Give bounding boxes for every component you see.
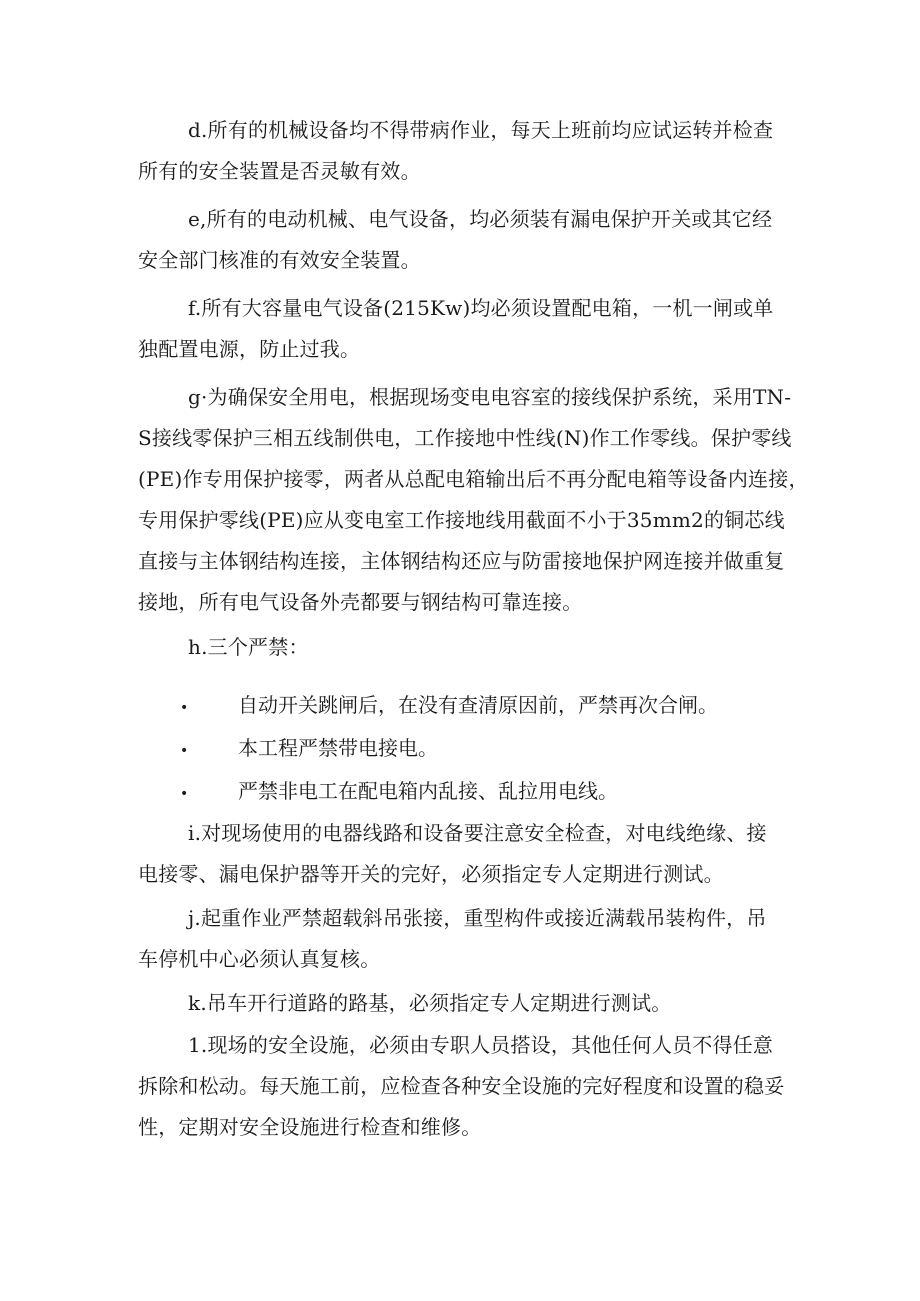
bullet-icon: •: [180, 700, 189, 716]
paragraph-j: [138, 898, 788, 980]
paragraph-line: e,所有的电动机械、电气设备，均必须装有漏电保护开关或其它经: [188, 207, 773, 231]
bullet-text: 严禁非电工在配电箱内乱接、乱拉用电线。: [238, 779, 618, 803]
paragraph-line: (PE)作专用保护接零，两者从总配电箱输出后不再分配电箱等设备内连接，: [138, 467, 809, 491]
paragraph-line: 车停机中心必须认真复核。: [138, 947, 381, 971]
bullet-list-item: [180, 685, 718, 726]
paragraph-f: [138, 288, 788, 370]
paragraph-line: d.所有的机械设备均不得带病作业，每天上班前均应试运转并检查: [188, 118, 774, 142]
paragraph-line: j.起重作业严禁超载斜吊张接，重型构件或接近满载吊装构件，吊: [188, 906, 767, 930]
paragraph-line: S接线零保护三相五线制供电，工作接地中性线(N)作工作零线。保护零线: [138, 426, 792, 450]
paragraph-line: 独配置电源，防止过我。: [138, 337, 361, 361]
paragraph-line: 安全部门核准的有效安全装置。: [138, 248, 421, 272]
paragraph-h: [138, 627, 788, 668]
paragraph-l: [138, 1025, 788, 1148]
paragraph-line: 1.现场的安全设施，必须由专职人员搭设，其他任何人员不得任意: [188, 1033, 774, 1057]
paragraph-line: 所有的安全装置是否灵敏有效。: [138, 159, 421, 183]
paragraph-line: f.所有大容量电气设备(215Kw)均必须设置配电箱，一机一闸或单: [188, 296, 774, 320]
bullet-list-item: [180, 771, 618, 812]
paragraph-d: [138, 110, 788, 192]
paragraph-line: 性，定期对安全设施进行检查和维修。: [138, 1115, 482, 1139]
bullet-icon: •: [180, 743, 189, 759]
paragraph-line: 拆除和松动。每天施工前，应检查各种安全设施的完好程度和设置的稳妥: [138, 1074, 785, 1098]
paragraph-g: [138, 377, 809, 623]
paragraph-i: [138, 813, 788, 895]
paragraph-line: i.对现场使用的电器线路和设备要注意安全检查，对电线绝缘、接: [188, 821, 767, 845]
bullet-list-item: [180, 728, 438, 769]
paragraph-line: 直接与主体钢结构连接，主体钢结构还应与防雷接地保护网连接并做重复: [138, 549, 785, 573]
paragraph-line: h.三个严禁：: [188, 635, 309, 659]
paragraph-line: g·为确保安全用电，根据现场变电电容室的接线保护系统，采用TN-: [188, 385, 792, 409]
paragraph-line: 接地，所有电气设备外壳都要与钢结构可靠连接。: [138, 590, 583, 614]
bullet-icon: •: [180, 786, 189, 802]
paragraph-line: 专用保护零线(PE)应从变电室工作接地线用截面不小于35mm2的铜芯线: [138, 508, 785, 532]
paragraph-e: [138, 199, 788, 281]
paragraph-k: [138, 983, 788, 1024]
paragraph-line: 电接零、漏电保护器等开关的完好，必须指定专人定期进行测试。: [138, 862, 724, 886]
paragraph-line: k.吊车开行道路的路基，必须指定专人定期进行测试。: [188, 991, 672, 1015]
bullet-text: 自动开关跳闸后，在没有查清原因前，严禁再次合闸。: [238, 693, 718, 717]
bullet-text: 本工程严禁带电接电。: [238, 736, 438, 760]
